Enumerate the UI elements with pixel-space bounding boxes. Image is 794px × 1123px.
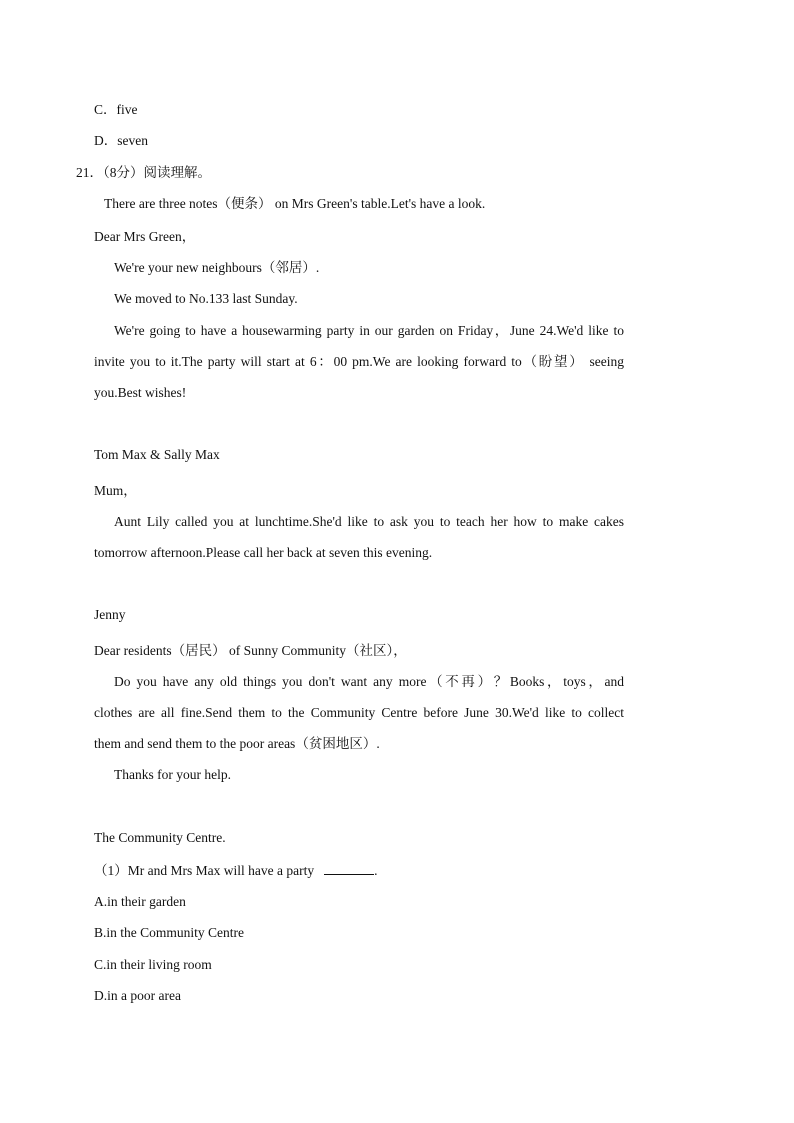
- note-1-paragraph-2: We moved to No.133 last Sunday.: [114, 291, 298, 306]
- note-1-greeting: Dear Mrs Green，: [94, 229, 196, 244]
- note-2-paragraph-line-1: Aunt Lily called you at lunchtime.She'd like to ask you to teach her how to make cakes: [114, 514, 624, 529]
- question-intro: There are three notes（便条） on Mrs Green's table.Let's have a look.: [104, 196, 486, 211]
- note-2-paragraph-line-2: tomorrow afternoon.Please call her back at seven this evening.: [94, 545, 433, 560]
- sub-question-1-option-a: A.in their garden: [94, 894, 186, 909]
- note-1-paragraph-3-line-1: We're going to have a housewarming party in our garden on Friday，June 24.We'd like to: [114, 323, 624, 338]
- option-c: C．five: [94, 102, 138, 117]
- note-3-paragraph-2: Thanks for your help.: [114, 767, 231, 782]
- note-3-signature: The Community Centre.: [94, 830, 226, 845]
- note-1-paragraph-1: We're your new neighbours（邻居）.: [114, 260, 320, 275]
- note-1-paragraph-3-line-2: invite you to it.The party will start at 6：00 pm.We are looking forward to（盼望） seeing: [94, 354, 624, 369]
- note-1-signature: Tom Max & Sally Max: [94, 447, 220, 462]
- note-1-paragraph-3-line-3: you.Best wishes!: [94, 385, 187, 400]
- note-2-signature: Jenny: [94, 607, 126, 622]
- note-3-paragraph-1-line-2: clothes are all fine.Send them to the Community Centre before June 30.We'd like to collect: [94, 705, 624, 720]
- sub-question-1-stem-text: （1）Mr and Mrs Max will have a party: [94, 863, 315, 878]
- note-3-paragraph-1-line-3: them and send them to the poor areas（贫困地区）.: [94, 736, 380, 751]
- question-header: 21．（8分）阅读理解。: [76, 165, 211, 180]
- answer-blank[interactable]: [324, 862, 374, 875]
- sub-question-1-option-b: B.in the Community Centre: [94, 925, 244, 940]
- note-3-paragraph-1-line-1: Do you have any old things you don't want any more（不再）？Books，toys，and: [114, 674, 624, 689]
- sub-question-1-stem: [94, 862, 377, 880]
- note-3-greeting: Dear residents（居民） of Sunny Community（社区），: [94, 643, 407, 658]
- note-2-greeting: Mum，: [94, 483, 137, 498]
- option-d: D．seven: [94, 133, 148, 148]
- sub-question-1-option-d: D.in a poor area: [94, 988, 181, 1003]
- sub-question-1-stem-end: .: [374, 863, 378, 878]
- sub-question-1-option-c: C.in their living room: [94, 957, 212, 972]
